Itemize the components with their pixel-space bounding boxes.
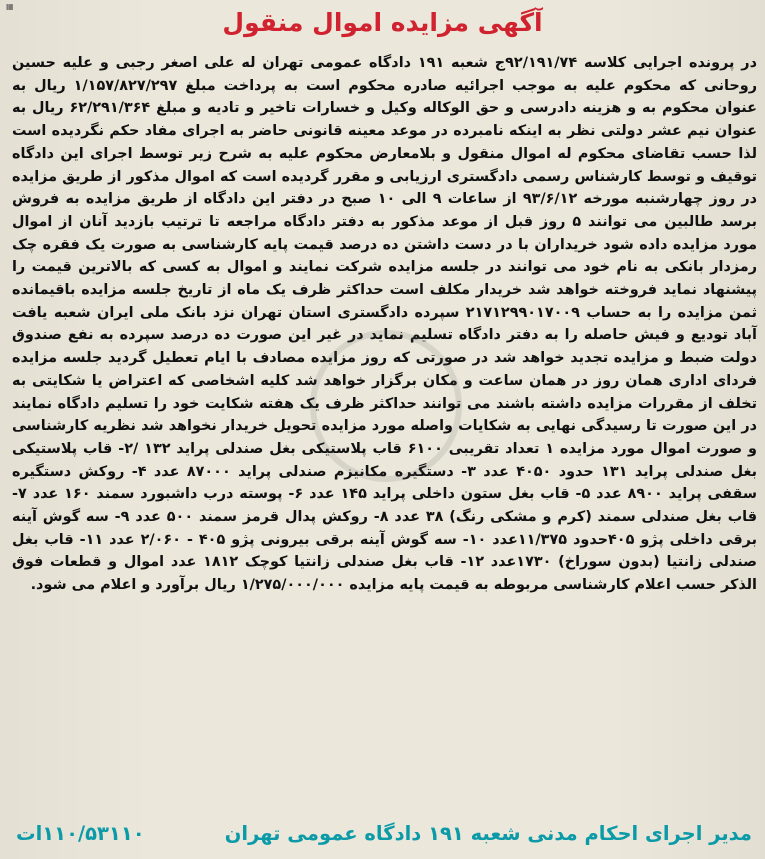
corner-clip-mark: [6, 2, 30, 42]
notice-body: در پرونده اجرایی کلاسه ۹۲/۱۹۱/۷۴ج شعبه ۱۹۱ دادگاه عمومی تهران له علی اصغر رجبی و علیه حسین روحانی که محکوم علیه به موجب اجرائیه صادره محکوم است به پرداخت مبلغ ۱/۱۵۷/۸۲۷/۲۹۷ ریال به عنوان محکوم به و هزینه دادرسی و حق الوکاله وکیل و خسارات تاخیر و تادیه و مبلغ ۶۲/۲۹۱/۳۶۴ ریال به عنوان نیم عشر دولتی نظر به اینکه نامبرده در موعد معینه قانونی حاضر به اجرای مفاد حکم نگردیده است لذا حسب تقاضای محکوم له اموال منقول و بلامعارض محکوم علیه به شرح زیر توسط اجرای این دادگاه توقیف و توسط کارشناس رسمی دادگستری ارزیابی و مقرر گردیده است که اموال مذکور از طریق مزایده در روز چهارشنبه مورخه ۹۳/۶/۱۲ از ساعات ۹ الی ۱۰ صبح در دفتر این دادگاه از طریق مزایده به فروش برسد طالبین می توانند ۵ روز قبل از موعد مذکور به دفتر دادگاه مراجعه تا ترتیب بازدید آنان از اموال مورد مزایده داده شود خریداران با در دست داشتن ده درصد قیمت پایه کارشناسی به صورت یک فقره چک رمزدار بانکی به نام خود می توانند در جلسه مزایده شرکت نمایند و اموال به کسی که بالاترین قیمت را پیشنهاد نماید فروخته خواهد شد خریدار مکلف است حداکثر ظرف یک ماه از تاریخ جلسه مزایده باقیمانده ثمن مزایده را به حساب ۲۱۷۱۲۹۹۰۱۷۰۰۹ سپرده دادگستری استان تهران نزد بانک ملی ایران شعبه یافت آباد تودیع و فیش حاصله را به دفتر دادگاه تسلیم نماید در غیر این صورت ده درصد سپرده به نفع صندوق دولت ضبط و مزایده تجدید خواهد شد در صورتی که روز مزایده مصادف با ایام تعطیل گردید جلسه مزایده فردای اداری همان روز در همان ساعت و مکان برگزار خواهد شد کلیه اشخاصی که اعتراض یا شکایتی به تخلف از مقررات مزایده داشته باشند می توانند حداکثر ظرف یک هفته شکایت خود را تسلیم دادگاه نمایند در این صورت تا رسیدگی نهایی به شکایات واصله مورد مزایده تحویل خریدار نخواهد شد نظریه کارشناسی و صورت اموال مورد مزایده ۱ تعداد تقریبی ۶۱۰۰ قاب پلاستیکی بغل صندلی پراید ۱۳۲ /۲- قاب پلاستیکی بغل صندلی پراید ۱۳۱ حدود ۴۰۵۰ عدد ۳- دستگیره مکانیزم صندلی پراید ۸۷۰۰۰ عدد ۴- روکش دستگیره سقفی پراید ۸۹۰۰ عدد ۵- قاب بغل ستون داخلی پراید ۱۴۵ عدد ۶- پوسته درب داشبورد سمند ۱۶۰ عدد ۷- قاب بغل صندلی سمند (کرم و مشکی رنگ) ۳۸ عدد ۸- روکش پدال قرمز سمند ۵۰۰ عدد ۹- سه گوش آینه برقی داخلی پژو ۴۰۵حدود ۱۱/۳۷۵عدد ۱۰- سه گوش آینه برقی بیرونی پژو ۴۰۵ - ۲/۰۶۰ عدد ۱۱- قاب بغل صندلی زانتیا (بدون سوراخ) ۱۷۳۰عدد ۱۲- قاب بغل صندلی زانتیا کوچک ۱۸۱۲ عدد اموال و قطعات فوق الذکر حسب اعلام کارشناسی مربوطه به قیمت پایه مزایده ۱/۲۷۵/۰۰۰/۰۰۰ ریال برآورد و اعلام می شود.: [12, 55, 758, 594]
notice-footer: [14, 820, 754, 848]
notice-signer: مدیر اجرای احکام مدنی شعبه ۱۹۱ دادگاه عمومی تهران: [224, 822, 752, 845]
corner-glyph: ▦: [6, 2, 14, 11]
notice-title: آگهی مزایده اموال منقول: [222, 8, 543, 37]
notice-reference-number: ۱۱۰/۵۳۱۱۰ات: [16, 822, 145, 845]
